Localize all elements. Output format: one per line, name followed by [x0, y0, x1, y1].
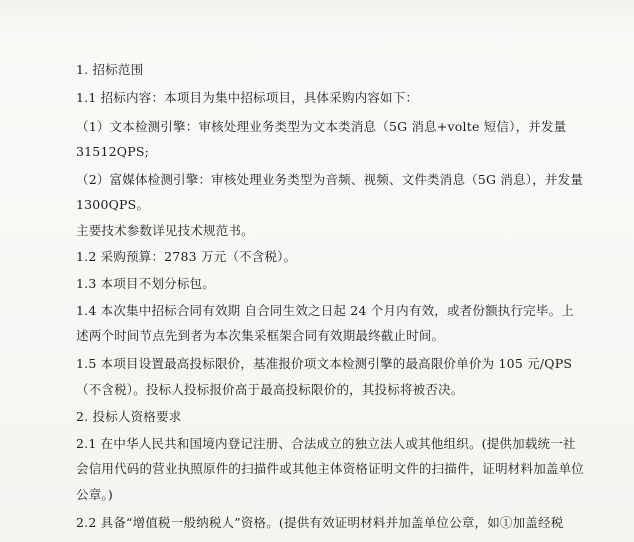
clause-2-1: 2.1 在中华人民共和国境内登记注册、合法成立的独立法人或其他组织。(提供加载统一社	[76, 436, 576, 451]
page-top-shade	[0, 0, 634, 38]
clause-1-1: 1.1 招标内容：本项目为集中招标项目，具体采购内容如下：	[76, 90, 419, 105]
section-heading-bid-scope: 1. 招标范围	[76, 62, 144, 77]
clause-1-5-cont: （不含税）。投标人投标报价高于最高投标限价的，其投标将被否决。	[76, 382, 464, 397]
clause-1-4-cont: 述两个时间节点先到者为本次集采框架合同有效期最终截止时间。	[76, 328, 445, 343]
item-media-engine: （2）富媒体检测引擎：审核处理业务类型为音频、视频、文件类消息（5G 消息），并发量	[76, 172, 584, 187]
tech-spec-note: 主要技术参数详见技术规范书。	[76, 223, 254, 238]
item-media-engine-qps: 1300QPS。	[76, 197, 150, 212]
clause-2-2: 2.2 具备“增值税一般纳税人”资格。(提供有效证明材料并加盖单位公章，如①加盖经税	[76, 515, 564, 530]
clause-1-4: 1.4 本次集中招标合同有效期 自合同生效之日起 24 个月内有效，或者份额执行完毕。上	[76, 303, 574, 318]
clause-2-1-end: 公章。)	[76, 487, 113, 502]
item-text-engine: （1）文本检测引擎：审核处理业务类型为文本类消息（5G 消息+volte 短信），并发量	[76, 119, 567, 134]
clause-2-1-cont: 会信用代码的营业执照原件的扫描件或其他主体资格证明文件的扫描件，证明材料加盖单位	[76, 461, 585, 476]
clause-1-3: 1.3 本项目不划分标包。	[76, 276, 215, 291]
clause-1-5: 1.5 本项目设置最高投标限价，基准报价项文本检测引擎的最高限价单价为 105 元/QPS	[76, 356, 573, 371]
section-heading-qualification: 2. 投标人资格要求	[76, 409, 182, 424]
clause-1-2: 1.2 采购预算：2783 万元（不含税）。	[76, 249, 297, 264]
item-text-engine-qps: 31512QPS;	[76, 144, 149, 159]
